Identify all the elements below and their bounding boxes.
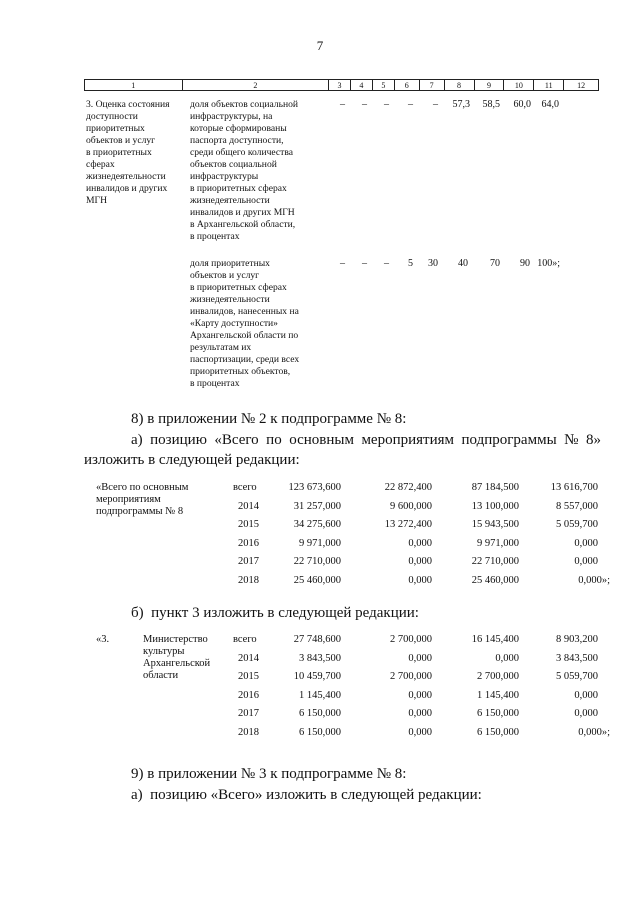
amount-cell: 31 257,000 [293,500,341,512]
amount-cell: 8 903,200 [556,634,598,645]
finance-table-2-label [143,634,210,682]
text-line: приоритетных объектов, [190,366,291,377]
year-cell: всего [233,482,257,493]
header-cell: 3 [329,80,351,90]
text-line: культуры [143,646,185,657]
text-line: «Карту доступности» [190,318,278,329]
amount-cell: 3 843,500 [299,652,341,664]
value-cell: 100»; [537,258,560,269]
amount-cell: 0,000 [574,537,598,549]
text-line: жизнедеятельности [190,294,270,305]
text-line: мероприятиям [96,494,161,505]
amount-cell: 16 145,400 [471,634,519,645]
text-line: Архангельской области по [190,330,299,341]
header-cell: 2 [183,80,329,90]
text-line: паспортизации, среди всех [190,354,300,365]
text-line: которые сформированы [190,123,287,134]
value-cell: – [340,99,345,110]
value-cell: 5 [408,258,413,269]
year-cell: 2017 [238,556,259,567]
amount-cell: 5 059,700 [556,671,598,682]
indicator-1-text [190,99,335,243]
amount-cell: 9 971,000 [299,537,341,549]
indicator-1-values [330,99,559,111]
text-line: инвалидов и других МГН [190,207,295,218]
text-line: инфраструктуры, на [190,111,273,122]
header-cell: 7 [420,80,445,90]
header-cell: 11 [534,80,564,90]
header-cell: 6 [395,80,420,90]
header-cell: 8 [445,80,475,90]
year-cell: 2018 [238,726,259,738]
paragraph-8: 8) в приложении № 2 к подпрограмме № 8: [131,411,407,427]
header-cell: 1 [85,80,183,90]
text-line: «Всего по основным [96,482,189,493]
amount-cell: 10 459,700 [293,671,341,682]
header-cell: 5 [373,80,395,90]
amount-cell: 0,000 [408,689,432,701]
text-line: жизнедеятельности [190,195,270,206]
text-line: инвалидов, нанесенных на [190,306,299,317]
paragraph-8a-line1: а) позицию «Всего по основным мероприятиям подпрограммы № 8» [131,432,601,448]
amount-cell: 3 843,500 [556,652,598,664]
text-line: в приоритетных сферах [190,183,287,194]
page-number: 7 [316,38,324,53]
text-line: паспорта доступности, [190,135,284,146]
amount-cell: 13 272,400 [384,519,432,530]
text-line: подпрограммы № 8 [96,506,184,517]
amount-cell: 0,000 [408,652,432,664]
amount-cell: 0,000»; [578,726,610,738]
amount-cell: 0,000 [574,556,598,567]
value-cell: – [384,258,389,269]
text-line: сферах [86,159,115,170]
text-line: объектов и услуг [86,135,156,146]
amount-cell: 9 971,000 [477,537,519,549]
indicator-2-values [330,258,560,270]
amount-cell: 6 150,000 [477,726,519,738]
text-line: в приоритетных [86,147,152,158]
text-line: инфраструктуры [190,171,259,182]
year-cell: 2015 [238,519,259,530]
value-cell: 60,0 [513,99,531,110]
text-line: в процентах [190,378,240,389]
amount-cell: 34 275,600 [293,519,341,530]
amount-cell: 9 600,000 [390,500,432,512]
value-cell: – [340,258,345,269]
year-cell: 2016 [238,537,259,549]
amount-cell: 13 100,000 [471,500,519,512]
text-line: 3. Оценка состояния [86,99,170,110]
value-cell: 57,3 [452,99,470,110]
year-cell: 2017 [238,708,259,719]
value-cell: – [408,99,413,110]
amount-cell: 0,000 [495,652,519,664]
amount-cell: 0,000 [574,708,598,719]
year-cell: 2014 [238,652,259,664]
finance-table-2-num: «3. [96,634,110,645]
amount-cell: 8 557,000 [556,500,598,512]
paragraph-9a: а) позицию «Всего» изложить в следующей редакции: [131,787,482,803]
paragraph-9: 9) в приложении № 3 к подпрограмме № 8: [131,766,407,782]
table-header-row [84,79,599,91]
amount-cell: 22 710,000 [471,556,519,567]
value-cell: 40 [458,258,468,269]
paragraph-8a-line2: изложить в следующей редакции: [84,452,300,468]
value-cell: 64,0 [541,99,559,110]
amount-cell: 13 616,700 [550,482,598,493]
year-cell: 2014 [238,500,259,512]
value-cell: – [384,99,389,110]
text-line: МГН [86,195,108,206]
value-cell: 90 [520,258,530,269]
text-line: жизнедеятельности [86,171,166,182]
finance-table-1-label [96,482,188,518]
text-line: результатам их [190,342,252,353]
amount-cell: 6 150,000 [299,708,341,719]
amount-cell: 123 673,600 [288,482,341,493]
text-line: в процентах [190,231,240,242]
amount-cell: 25 460,000 [471,574,519,586]
amount-cell: 2 700,000 [390,671,432,682]
amount-cell: 1 145,400 [477,689,519,701]
text-line: в Архангельской области, [190,219,296,230]
amount-cell: 6 150,000 [477,708,519,719]
amount-cell: 0,000 [574,689,598,701]
text-line: приоритетных [86,123,145,134]
value-cell: – [362,99,367,110]
row-label [86,99,186,207]
amount-cell: 22 872,400 [384,482,432,493]
amount-cell: 15 943,500 [471,519,519,530]
amount-cell: 0,000 [408,726,432,738]
amount-cell: 0,000 [408,556,432,567]
year-cell: 2015 [238,671,259,682]
text-line: Архангельской [143,658,211,669]
value-cell: 30 [428,258,438,269]
text-line: объектов социальной [190,159,277,170]
text-line: доля приоритетных [190,258,270,269]
text-line: доля объектов социальной [190,99,299,110]
text-line: среди общего количества [190,147,294,158]
text-line: инвалидов и других [86,183,168,194]
amount-cell: 25 460,000 [293,574,341,586]
year-cell: всего [233,634,257,645]
amount-cell: 6 150,000 [299,726,341,738]
text-line: области [143,670,179,681]
year-cell: 2016 [238,689,259,701]
amount-cell: 2 700,000 [390,634,432,645]
amount-cell: 27 748,600 [293,634,341,645]
paragraph-8b: б) пункт 3 изложить в следующей редакции: [131,605,419,621]
amount-cell: 0,000»; [578,574,610,586]
value-cell: – [433,99,438,110]
text-line: объектов и услуг [190,270,260,281]
indicator-2-text [190,258,335,390]
header-cell: 12 [577,81,586,90]
amount-cell: 87 184,500 [471,482,519,493]
text-line: в приоритетных сферах [190,282,287,293]
amount-cell: 5 059,700 [556,519,598,530]
amount-cell: 0,000 [408,574,432,586]
year-cell: 2018 [238,574,259,586]
value-cell: 70 [490,258,500,269]
value-cell: 58,5 [482,99,500,110]
header-cell: 4 [351,80,373,90]
text-line: доступности [86,111,138,122]
amount-cell: 2 700,000 [477,671,519,682]
value-cell: – [362,258,367,269]
header-cell: 9 [475,80,505,90]
amount-cell: 0,000 [408,537,432,549]
text-line: Министерство [143,634,208,645]
amount-cell: 1 145,400 [299,689,341,701]
header-cell: 10 [504,80,534,90]
amount-cell: 0,000 [408,708,432,719]
amount-cell: 22 710,000 [293,556,341,567]
